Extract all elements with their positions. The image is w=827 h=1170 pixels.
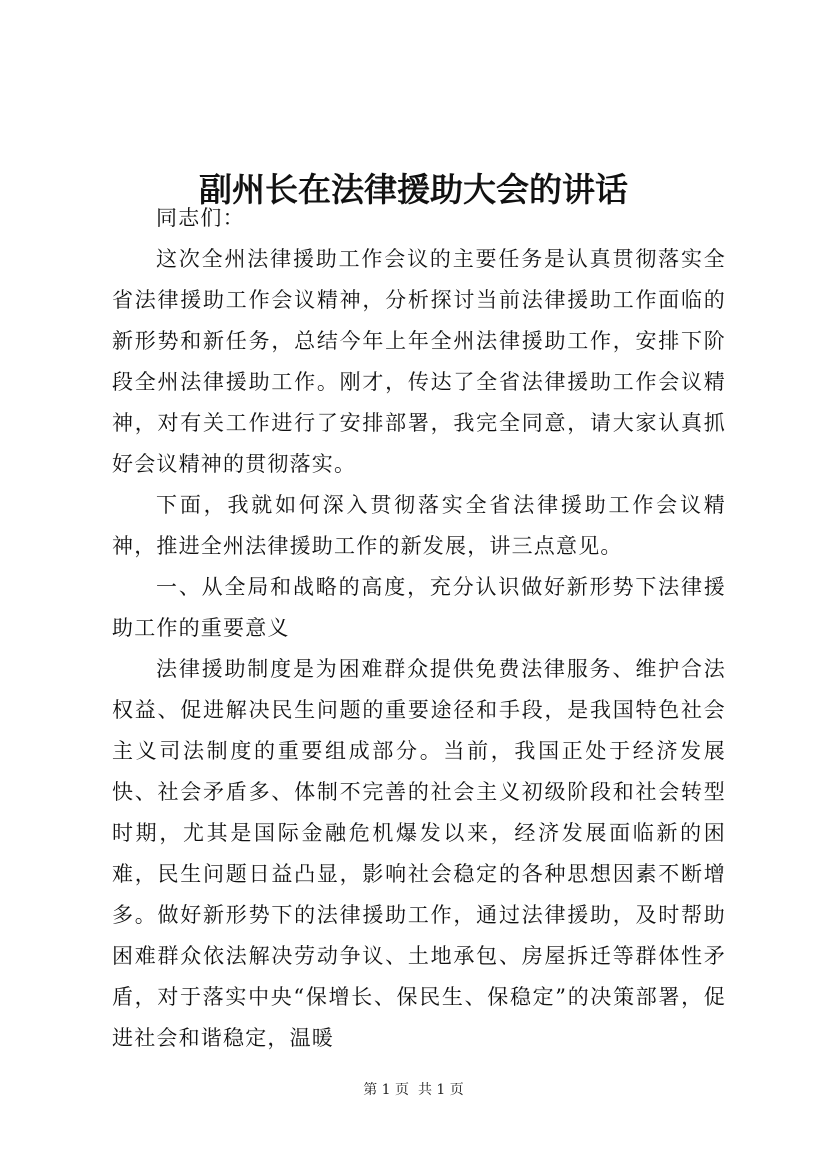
document-body (112, 198, 726, 1059)
section-heading-1: 一、从全局和战略的高度，充分认识做好新形势下法律援助工作的重要意义 (112, 575, 726, 640)
document-title: 副州长在法律援助大会的讲话 (199, 170, 628, 210)
greeting: 同志们： (156, 206, 245, 230)
paragraph-1: 这次全州法律援助工作会议的主要任务是认真贯彻落实全省法律援助工作会议精神，分析探讨当前法律援助工作面临的新形势和新任务，总结今年上年全州法律援助工作，安排下阶段全州法律援助工作。刚才，传达了全省法律援助工作会议精神，对有关工作进行了安排部署，我完全同意，请大家认真抓好会议精神的贯彻落实。 (112, 247, 726, 476)
page-footer (0, 1080, 827, 1100)
page-number-label: 第 1 页 共 1 页 (363, 1082, 464, 1098)
paragraph-2: 下面，我就如何深入贯彻落实全省法律援助工作会议精神，推进全州法律援助工作的新发展，讲三点意见。 (112, 493, 726, 558)
paragraph-3: 法律援助制度是为困难群众提供免费法律服务、维护合法权益、促进解决民生问题的重要途径和手段，是我国特色社会主义司法制度的重要组成部分。当前，我国正处于经济发展快、社会矛盾多、体制不完善的社会主义初级阶段和社会转型时期，尤其是国际金融危机爆发以来，经济发展面临新的困难，民生问题日益凸显，影响社会稳定的各种思想因素不断增多。做好新形势下的法律援助工作，通过法律援助，及时帮助困难群众依法解决劳动争议、土地承包、房屋拆迁等群体性矛盾，对于落实中央“保增长、保民生、保稳定”的决策部署，促进社会和谐稳定，温暖 (112, 657, 726, 1050)
